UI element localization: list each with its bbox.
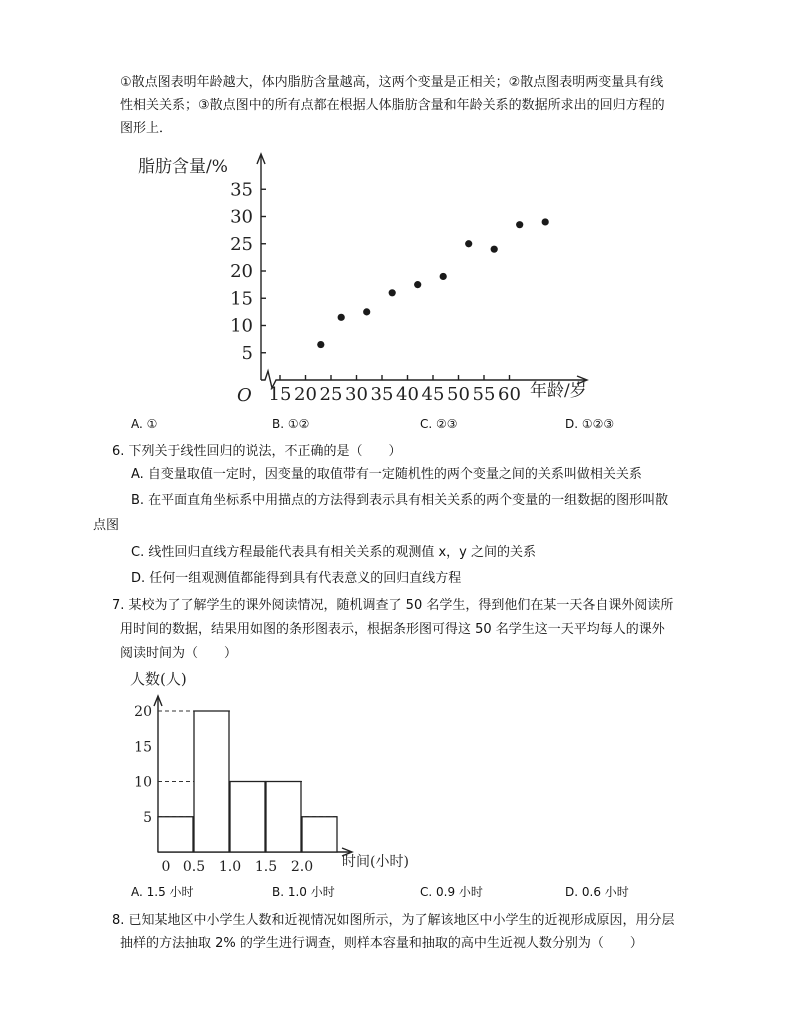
scatter-point: [491, 246, 498, 253]
y-tick-label: 10: [134, 774, 152, 791]
x-tick-label: 60: [498, 384, 521, 405]
q6-option-b: B. 在平面直角坐标系中用描点的方法得到表示具有相关关系的两个变量的一组数据的图形叫散: [131, 493, 669, 508]
x-tick-label: 50: [447, 384, 470, 405]
scatter-point: [317, 341, 324, 348]
scatter-point: [389, 289, 396, 296]
y-tick-label: 15: [230, 288, 253, 310]
x-tick-label: 20: [294, 384, 317, 405]
x-tick-label: 55: [472, 384, 496, 405]
scatter-point: [338, 314, 345, 321]
x-tick-label: 15: [268, 384, 292, 405]
q7-option-d: D. 0.6 小时: [565, 885, 629, 899]
q7-option-b: B. 1.0 小时: [272, 885, 335, 899]
x-tick-label: 2.0: [290, 859, 314, 874]
x-tick-label: 0.5: [182, 859, 206, 874]
q7-text-line: 7. 某校为了了解学生的课外阅读情况，随机调查了 50 名学生，得到他们在某一天各自课外阅读所: [112, 598, 674, 613]
bar-chart: [128, 668, 428, 874]
q5-text-line: 图形上．: [120, 121, 173, 136]
q6-option-d: D. 任何一组观测值都能得到具有代表意义的回归直线方程: [131, 571, 462, 586]
y-axis-label: 脂肪含量/%: [138, 157, 228, 177]
x-tick-label: 1.0: [218, 859, 242, 874]
y-tick-label: 15: [134, 739, 152, 756]
histogram-bar: [302, 817, 337, 852]
q5-option-b: B. ①②: [272, 417, 310, 431]
q5-option-d: D. ①②③: [565, 417, 615, 431]
q5-text-line: ①散点图表明年龄越大，体内脂肪含量越高，这两个变量是正相关；②散点图表明两变量具有线: [120, 75, 664, 90]
histogram-bar: [266, 782, 301, 853]
q5-option-a: A. ①: [131, 417, 158, 431]
q5-option-c: C. ②③: [420, 417, 458, 431]
x-tick-label: 30: [345, 384, 368, 405]
y-tick-label: 5: [241, 342, 253, 364]
q8-text-line: 8. 已知某地区中小学生人数和近视情况如图所示，为了解该地区中小学生的近视形成原因，用分层: [112, 913, 675, 928]
scatter-point: [440, 273, 447, 280]
histogram-bar: [194, 711, 229, 852]
scatter-point: [414, 281, 421, 288]
q7-text-line: 阅读时间为（ ）: [120, 646, 238, 661]
scatter-point: [542, 218, 549, 225]
scatter-point: [516, 221, 523, 228]
y-tick-label: 20: [230, 261, 253, 282]
scatter-point: [465, 240, 472, 247]
q8-text-line: 抽样的方法抽取 2% 的学生进行调查，则样本容量和抽取的高中生近视人数分别为（ ）: [120, 936, 643, 951]
scatter-point: [363, 308, 370, 315]
y-tick-label: 30: [230, 206, 253, 228]
x-tick-label: 0: [161, 859, 171, 874]
x-tick-label: 25: [319, 384, 343, 405]
histogram-bar: [158, 817, 193, 852]
q5-text-line: 性相关关系；③散点图中的所有点都在根据人体脂肪含量和年龄关系的数据所求出的回归方程的: [120, 98, 665, 113]
q7-option-c: C. 0.9 小时: [420, 885, 483, 899]
y-tick-label: 5: [143, 809, 152, 826]
x-tick-label: 40: [396, 384, 419, 405]
origin-label: O: [237, 385, 252, 406]
q7-text-line: 用时间的数据，结果用如图的条形图表示，根据条形图可得这 50 名学生这一天平均每人的课外: [120, 622, 665, 637]
y-tick-label: 10: [230, 315, 253, 337]
histogram-bar: [230, 782, 265, 853]
x-axis-label: 时间(小时): [342, 854, 409, 870]
q6-option-a: A. 自变量取值一定时，因变量的取值带有一定随机性的两个变量之间的关系叫做相关关系: [131, 467, 642, 482]
y-tick-label: 35: [230, 179, 253, 201]
q6-option-b-cont: 点图: [93, 518, 120, 533]
x-tick-label: 45: [421, 384, 445, 405]
q6-stem: 6. 下列关于线性回归的说法，不正确的是（ ）: [112, 444, 402, 459]
y-axis-label: 人数(人): [130, 670, 187, 688]
x-tick-label: 1.5: [254, 859, 278, 874]
y-tick-label: 25: [230, 233, 253, 255]
x-tick-label: 35: [370, 384, 394, 405]
scatter-chart: [120, 148, 590, 410]
x-axis-label: 年龄/岁: [530, 381, 587, 401]
q7-option-a: A. 1.5 小时: [131, 885, 194, 899]
q6-option-c: C. 线性回归直线方程最能代表具有相关关系的观测值 x，y 之间的关系: [131, 545, 536, 560]
y-tick-label: 20: [134, 704, 152, 720]
